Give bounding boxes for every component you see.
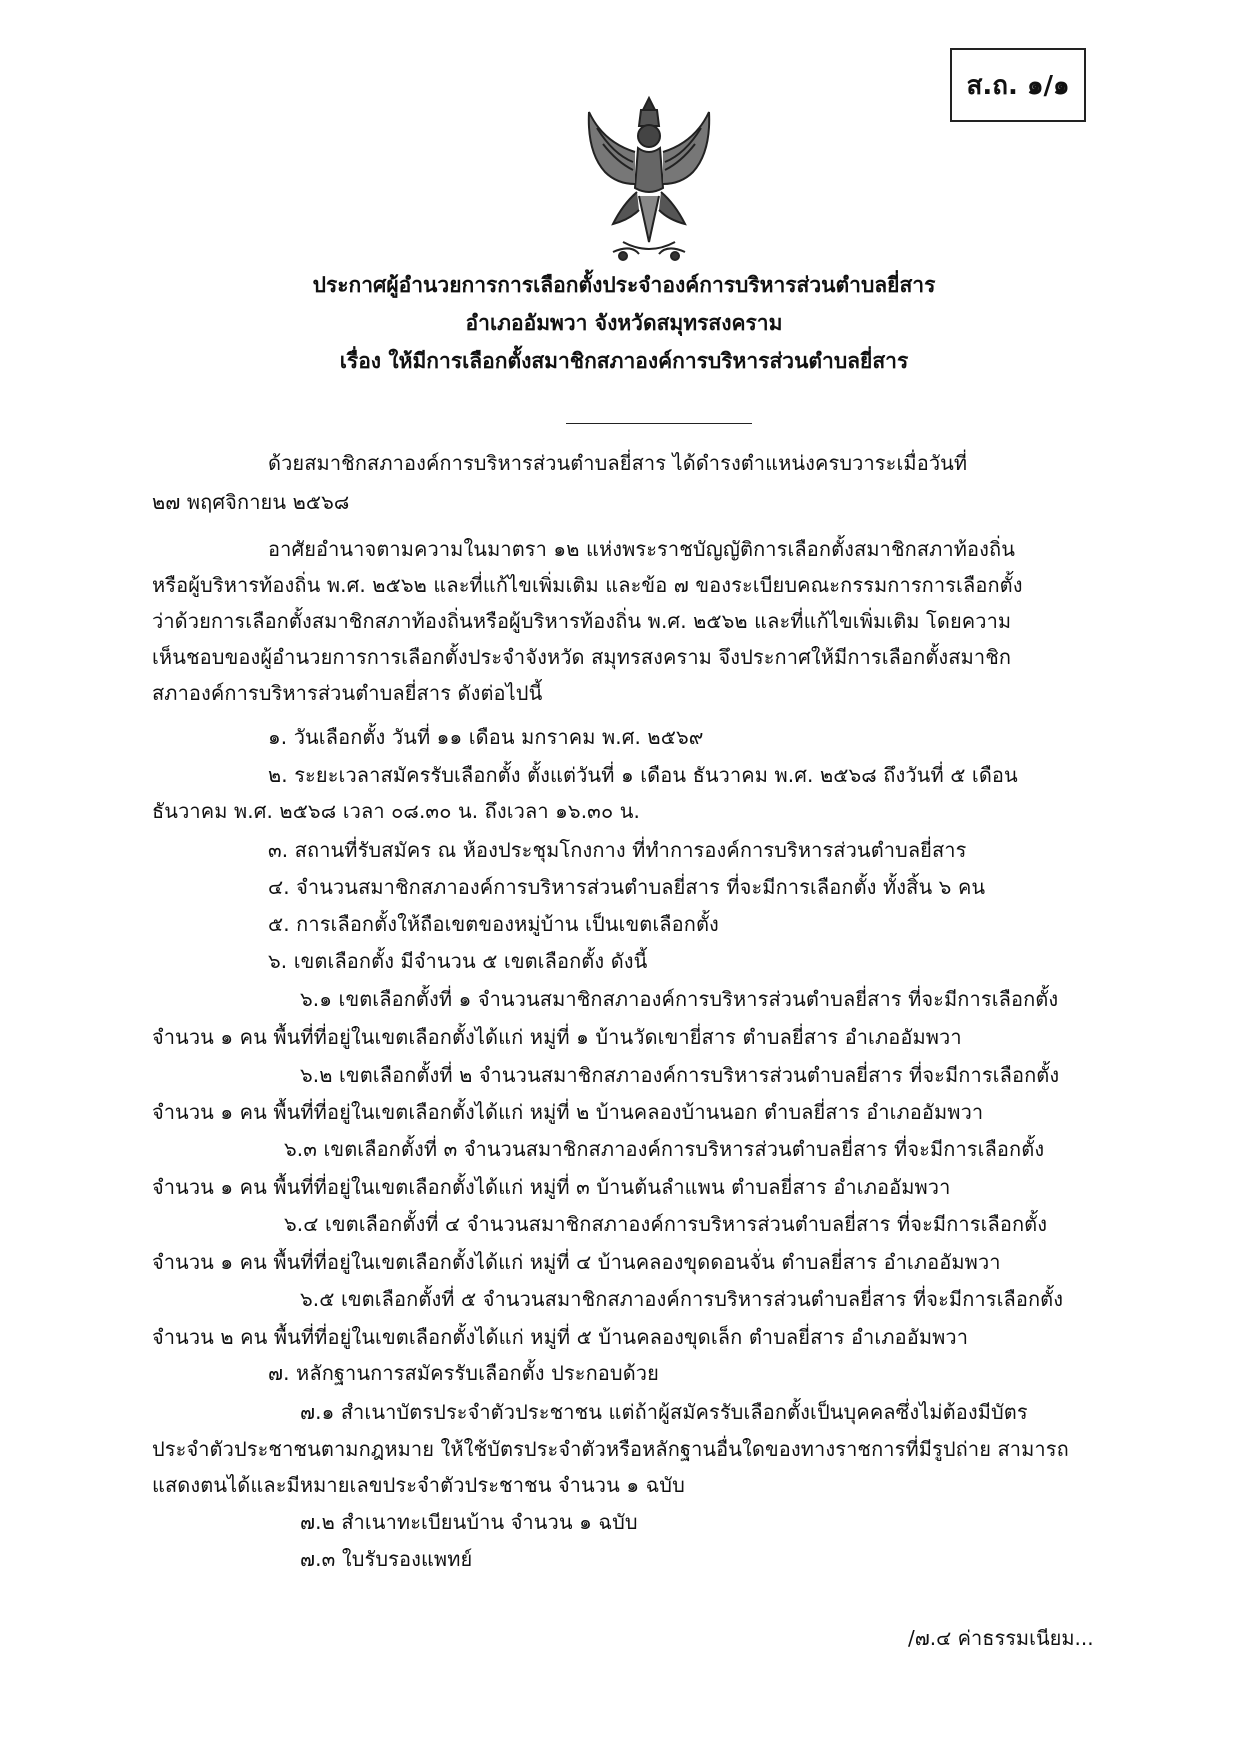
announcement-title-line-2: อำเภออัมพวา จังหวัดสมุทรสงคราม: [465, 311, 783, 335]
announcement-subject: เรื่อง ให้มีการเลือกตั้งสมาชิกสภาองค์การบริหารส่วนตำบลยี่สาร: [339, 349, 909, 373]
district-2-line-1: ๖.๒ เขตเลือกตั้งที่ ๒ จำนวนสมาชิกสภาองค์การบริหารส่วนตำบลยี่สาร ที่จะมีการเลือกตั้ง: [300, 1063, 1060, 1087]
district-4-line-1: ๖.๔ เขตเลือกตั้งที่ ๔ จำนวนสมาชิกสภาองค์การบริหารส่วนตำบลยี่สาร ที่จะมีการเลือกตั้ง: [284, 1212, 1048, 1236]
district-5-line-1: ๖.๕ เขตเลือกตั้งที่ ๕ จำนวนสมาชิกสภาองค์การบริหารส่วนตำบลยี่สาร ที่จะมีการเลือกตั้ง: [300, 1287, 1064, 1311]
evidence-7-1-line-2: ประจำตัวประชาชนตามกฎหมาย ให้ใช้บัตรประจำตัวหรือหลักฐานอื่นใดของทางราชการที่มีรูปถ่าย สามารถ: [152, 1437, 1069, 1461]
district-4-line-2: จำนวน ๑ คน พื้นที่ที่อยู่ในเขตเลือกตั้งได้แก่ หมู่ที่ ๔ บ้านคลองขุดดอนจั่น ตำบลยี่สาร อำเภออัมพวา: [152, 1250, 1001, 1274]
para2-line-5: สภาองค์การบริหารส่วนตำบลยี่สาร ดังต่อไปนี้: [152, 681, 543, 705]
item-5-constituency-basis: ๕. การเลือกตั้งให้ถือเขตของหมู่บ้าน เป็นเขตเลือกตั้ง: [268, 912, 719, 936]
para1-line-1: ด้วยสมาชิกสภาองค์การบริหารส่วนตำบลยี่สาร ได้ดำรงตำแหน่งครบวาระเมื่อวันที่: [268, 451, 968, 475]
garuda-emblem-icon: [583, 92, 715, 262]
para2-line-3: ว่าด้วยการเลือกตั้งสมาชิกสภาท้องถิ่นหรือผู้บริหารท้องถิ่น พ.ศ. ๒๕๖๒ และที่แก้ไขเพิ่มเติม โดยความ: [152, 609, 1012, 633]
form-code-box: ส.ถ. ๑/๑: [950, 48, 1086, 122]
evidence-7-2: ๗.๒ สำเนาทะเบียนบ้าน จำนวน ๑ ฉบับ: [300, 1510, 638, 1534]
district-3-line-2: จำนวน ๑ คน พื้นที่ที่อยู่ในเขตเลือกตั้งได้แก่ หมู่ที่ ๓ บ้านต้นลำแพน ตำบลยี่สาร อำเภออัมพวา: [152, 1175, 951, 1199]
evidence-7-3: ๗.๓ ใบรับรองแพทย์: [300, 1547, 473, 1571]
item-6-constituencies: ๖. เขตเลือกตั้ง มีจำนวน ๕ เขตเลือกตั้ง ดังนี้: [268, 949, 648, 973]
para2-line-2: หรือผู้บริหารท้องถิ่น พ.ศ. ๒๕๖๒ และที่แก้ไขเพิ่มเติม และข้อ ๗ ของระเบียบคณะกรรมการการเลือกตั้ง: [152, 573, 1023, 597]
district-1-line-2: จำนวน ๑ คน พื้นที่ที่อยู่ในเขตเลือกตั้งได้แก่ หมู่ที่ ๑ บ้านวัดเขายี่สาร ตำบลยี่สาร อำเภออัมพวา: [152, 1025, 962, 1049]
evidence-7-1-line-1: ๗.๑ สำเนาบัตรประจำตัวประชาชน แต่ถ้าผู้สมัครรับเลือกตั้งเป็นบุคคลซึ่งไม่ต้องมีบัตร: [300, 1400, 1028, 1424]
item-7-evidence-heading: ๗. หลักฐานการสมัครรับเลือกตั้ง ประกอบด้วย: [268, 1361, 659, 1385]
item-2-application-period: ๒. ระยะเวลาสมัครรับเลือกตั้ง ตั้งแต่วันที่ ๑ เดือน ธันวาคม พ.ศ. ๒๕๖๘ ถึงวันที่ ๕ เดือน: [268, 763, 1018, 787]
item-2-application-period-cont: ธันวาคม พ.ศ. ๒๕๖๘ เวลา ๐๘.๓๐ น. ถึงเวลา ๑๖.๓๐ น.: [152, 799, 640, 823]
continuation-reference: /๗.๔ ค่าธรรมเนียม...: [908, 1626, 1094, 1650]
announcement-title-line-1: ประกาศผู้อำนวยการการเลือกตั้งประจำองค์การบริหารส่วนตำบลยี่สาร: [312, 273, 936, 297]
district-3-line-1: ๖.๓ เขตเลือกตั้งที่ ๓ จำนวนสมาชิกสภาองค์การบริหารส่วนตำบลยี่สาร ที่จะมีการเลือกตั้ง: [284, 1137, 1045, 1161]
title-divider: [566, 423, 752, 424]
para2-line-4: เห็นชอบของผู้อำนวยการการเลือกตั้งประจำจังหวัด สมุทรสงคราม จึงประกาศให้มีการเลือกตั้งสมาชิก: [152, 645, 1012, 669]
item-3-application-place: ๓. สถานที่รับสมัคร ณ ห้องประชุมโกงกาง ที่ทำการองค์การบริหารส่วนตำบลยี่สาร: [268, 838, 967, 862]
item-4-member-count: ๔. จำนวนสมาชิกสภาองค์การบริหารส่วนตำบลยี่สาร ที่จะมีการเลือกตั้ง ทั้งสิ้น ๖ คน: [268, 875, 986, 899]
district-1-line-1: ๖.๑ เขตเลือกตั้งที่ ๑ จำนวนสมาชิกสภาองค์การบริหารส่วนตำบลยี่สาร ที่จะมีการเลือกตั้ง: [300, 987, 1059, 1011]
para2-line-1: อาศัยอำนาจตามความในมาตรา ๑๒ แห่งพระราชบัญญัติการเลือกตั้งสมาชิกสภาท้องถิ่น: [268, 537, 1015, 561]
district-5-line-2: จำนวน ๒ คน พื้นที่ที่อยู่ในเขตเลือกตั้งได้แก่ หมู่ที่ ๕ บ้านคลองขุดเล็ก ตำบลยี่สาร อำเภออัมพวา: [152, 1325, 969, 1349]
item-1-election-date: ๑. วันเลือกตั้ง วันที่ ๑๑ เดือน มกราคม พ.ศ. ๒๕๖๙: [268, 725, 704, 749]
evidence-7-1-line-3: แสดงตนได้และมีหมายเลขประจำตัวประชาชน จำนวน ๑ ฉบับ: [152, 1473, 685, 1497]
district-2-line-2: จำนวน ๑ คน พื้นที่ที่อยู่ในเขตเลือกตั้งได้แก่ หมู่ที่ ๒ บ้านคลองบ้านนอก ตำบลยี่สาร อำเภออัมพวา: [152, 1100, 984, 1124]
para1-line-2: ๒๗ พฤศจิกายน ๒๕๖๘: [152, 490, 350, 514]
